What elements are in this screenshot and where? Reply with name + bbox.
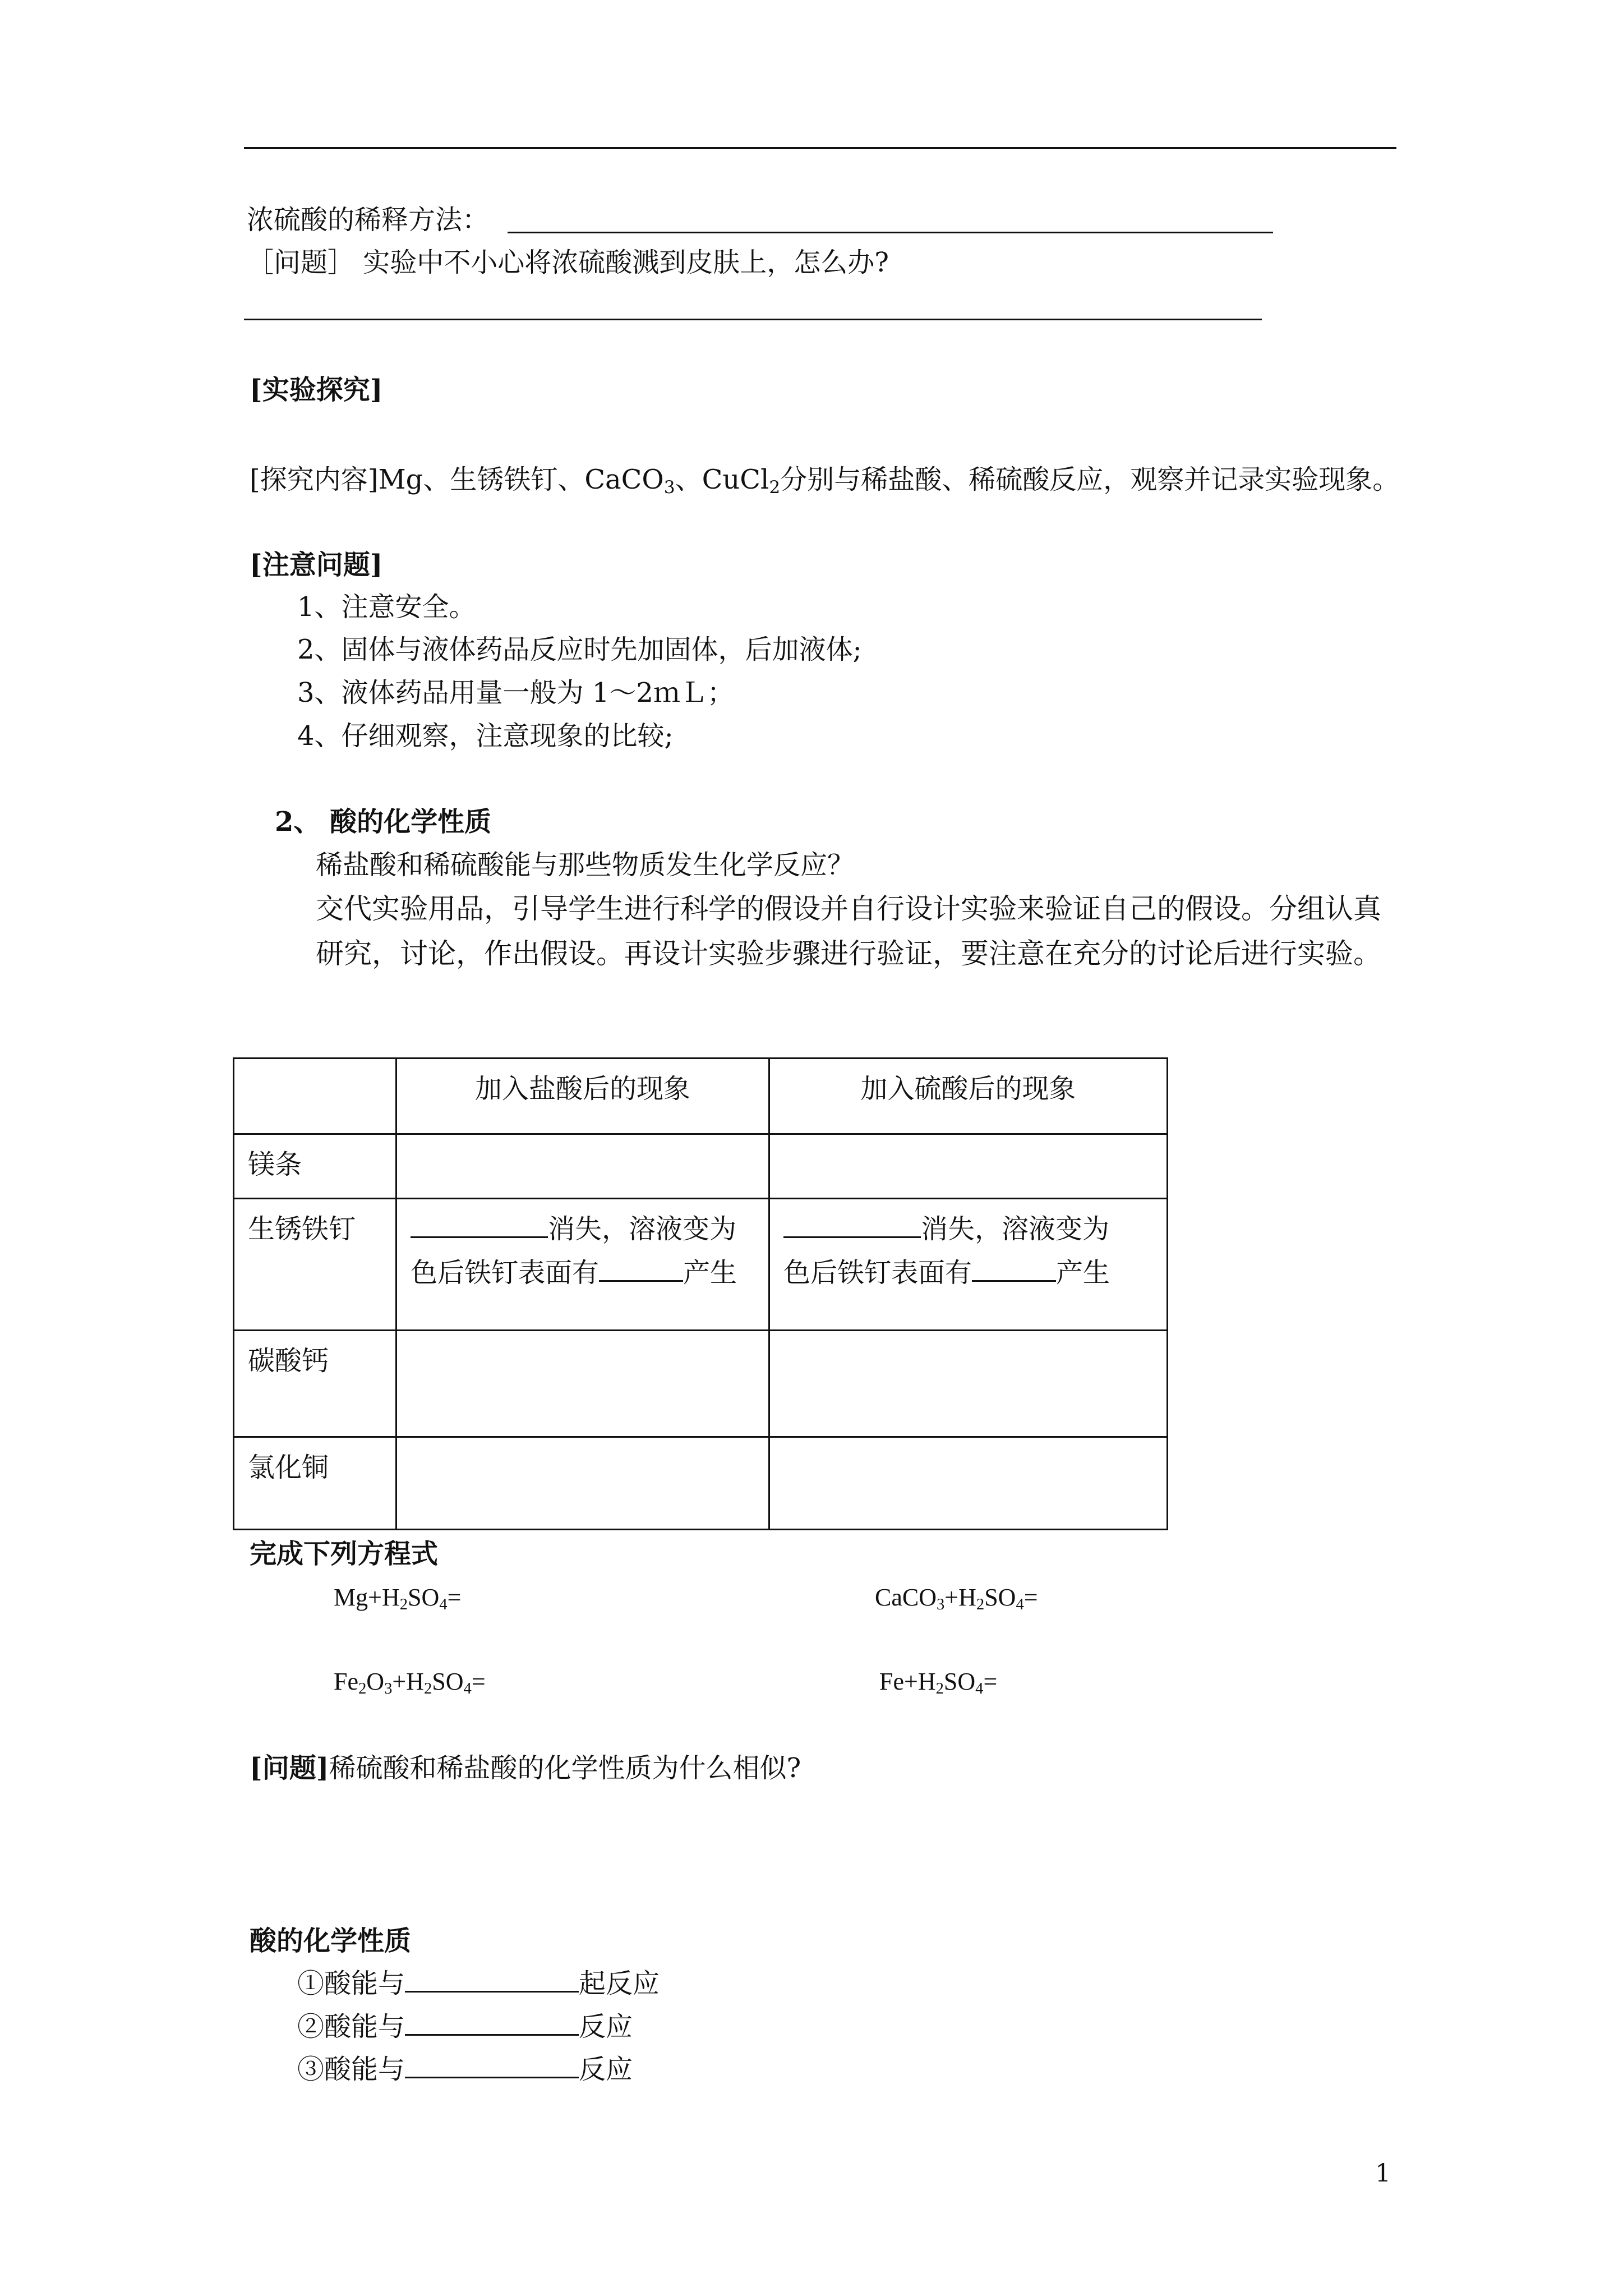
explore-content-suffix: 分别与稀盐酸、稀硫酸反应，观察并记录实验现象。 [780, 464, 1400, 495]
row-name-copper-chloride: 氯化铜 [234, 1437, 396, 1530]
eq-fe2o3-text: $Fe_2O_3+H_2SO_4=$ [334, 1668, 486, 1698]
eq-mg-text: $Mg+H_2SO_4=$ [334, 1584, 462, 1614]
explore-content [250, 463, 1399, 496]
summary-item-2-suffix: 反应 [579, 2011, 633, 2042]
section-notice-title: [注意问题] [250, 549, 383, 581]
table-row [234, 1437, 1168, 1530]
table-header-empty [234, 1059, 396, 1134]
summary-item-3-prefix: ③酸能与 [297, 2054, 405, 2085]
row-name-calcium-carbonate: 碳酸钙 [234, 1331, 396, 1437]
summary-item-2-prefix: ②酸能与 [297, 2011, 405, 2042]
table-header-hcl: 加入盐酸后的现象 [396, 1059, 769, 1134]
question-2 [250, 1751, 801, 1785]
equation-fe [879, 1665, 997, 1699]
explore-content-mid: 、CuCl [675, 464, 769, 495]
summary-item-3-suffix: 反应 [579, 2054, 633, 2085]
cell-rusty-nail-hcl [396, 1199, 769, 1331]
equation-mg [334, 1581, 461, 1614]
blank-rust-hcl-2[interactable] [599, 1255, 683, 1282]
row-name-rusty-nail: 生锈铁钉 [234, 1199, 396, 1331]
summary-title: 酸的化学性质 [250, 1925, 412, 1957]
row-name-magnesium: 镁条 [234, 1134, 396, 1199]
rust-hcl-text-3: 产生 [683, 1257, 737, 1289]
summary-blank-1[interactable] [405, 1966, 579, 1993]
table-row [234, 1134, 1168, 1199]
equations-title: 完成下列方程式 [250, 1538, 439, 1570]
blank-rust-hcl-1[interactable] [411, 1212, 548, 1238]
dilution-answer-blank [508, 232, 1273, 233]
rust-h2so4-text-3: 产生 [1056, 1257, 1110, 1289]
summary-item-1-suffix: 起反应 [579, 1968, 660, 1999]
summary-item-1 [297, 1966, 660, 2000]
notice-item-4: 4、仔细观察，注意现象的比较; [297, 720, 674, 752]
summary-blank-2[interactable] [405, 2009, 579, 2036]
cell-cucl2-hcl[interactable] [396, 1437, 769, 1530]
eq-caco3-text: $CaCO_3+H_2SO_4=$ [875, 1584, 1038, 1614]
header-rule [244, 147, 1396, 149]
rust-hcl-text-2: 色后铁钉表面有 [411, 1257, 600, 1289]
rust-h2so4-text-1: 消失，溶液变为 [921, 1213, 1110, 1245]
table-row [234, 1331, 1168, 1437]
notice-item-3: 3、液体药品用量一般为 1～2ｍＬ； [297, 677, 734, 708]
table-header-row [234, 1059, 1168, 1134]
dilution-label-text: 浓硫酸的稀释方法： [247, 204, 490, 236]
cell-cucl2-h2so4[interactable] [769, 1437, 1168, 1530]
blank-rust-h2so4-2[interactable] [972, 1255, 1056, 1282]
summary-blank-3[interactable] [405, 2052, 579, 2078]
cell-magnesium-h2so4[interactable] [769, 1134, 1168, 1199]
question-1: ［问题］ 实验中不小心将浓硫酸溅到皮肤上，怎么办? [247, 247, 889, 278]
summary-item-2 [297, 2009, 633, 2044]
equation-fe2o3 [334, 1665, 486, 1699]
equation-caco3 [875, 1581, 1038, 1614]
question-2-label: [问题] [250, 1752, 329, 1784]
table-row [234, 1199, 1168, 1331]
notice-item-1: 1、注意安全。 [297, 591, 476, 623]
cell-magnesium-hcl[interactable] [396, 1134, 769, 1199]
question-2-text: 稀硫酸和稀盐酸的化学性质为什么相似? [329, 1752, 801, 1784]
acid-props-title: 2、 酸的化学性质 [275, 806, 492, 838]
cell-caco3-hcl[interactable] [396, 1331, 769, 1437]
notice-item-2: 2、固体与液体药品反应时先加固体，后加液体; [297, 634, 862, 665]
page-number: 1 [1375, 2159, 1391, 2188]
blank-rust-h2so4-1[interactable] [783, 1212, 921, 1238]
explore-content-prefix: [探究内容]Mg、生锈铁钉、CaCO [250, 464, 664, 495]
table-header-h2so4: 加入硫酸后的现象 [769, 1059, 1168, 1134]
rust-h2so4-text-2: 色后铁钉表面有 [783, 1257, 972, 1289]
acid-props-paragraph: 交代实验用品，引导学生进行科学的假设并自行设计实验来验证自己的假设。分组认真研究，讨论，作出假设。再设计实验步骤进行验证，要注意在充分的讨论后进行实验。 [316, 892, 1381, 970]
summary-item-1-prefix: ①酸能与 [297, 1968, 405, 1999]
explore-sub-3: 3 [663, 477, 675, 498]
cell-rusty-nail-h2so4 [769, 1199, 1168, 1331]
explore-sub-2: 2 [769, 477, 781, 498]
rust-hcl-text-1: 消失，溶液变为 [548, 1213, 737, 1245]
experiment-table [233, 1057, 1168, 1530]
cell-caco3-h2so4[interactable] [769, 1331, 1168, 1437]
section-explore-title: [实验探究] [250, 374, 383, 406]
acid-props-question: 稀盐酸和稀硫酸能与那些物质发生化学反应？ [316, 849, 855, 881]
dilution-label [247, 203, 489, 237]
eq-fe-text: $Fe+H_2SO_4=$ [879, 1668, 998, 1698]
summary-item-3 [297, 2052, 633, 2086]
question-1-answer-blank [244, 319, 1262, 320]
